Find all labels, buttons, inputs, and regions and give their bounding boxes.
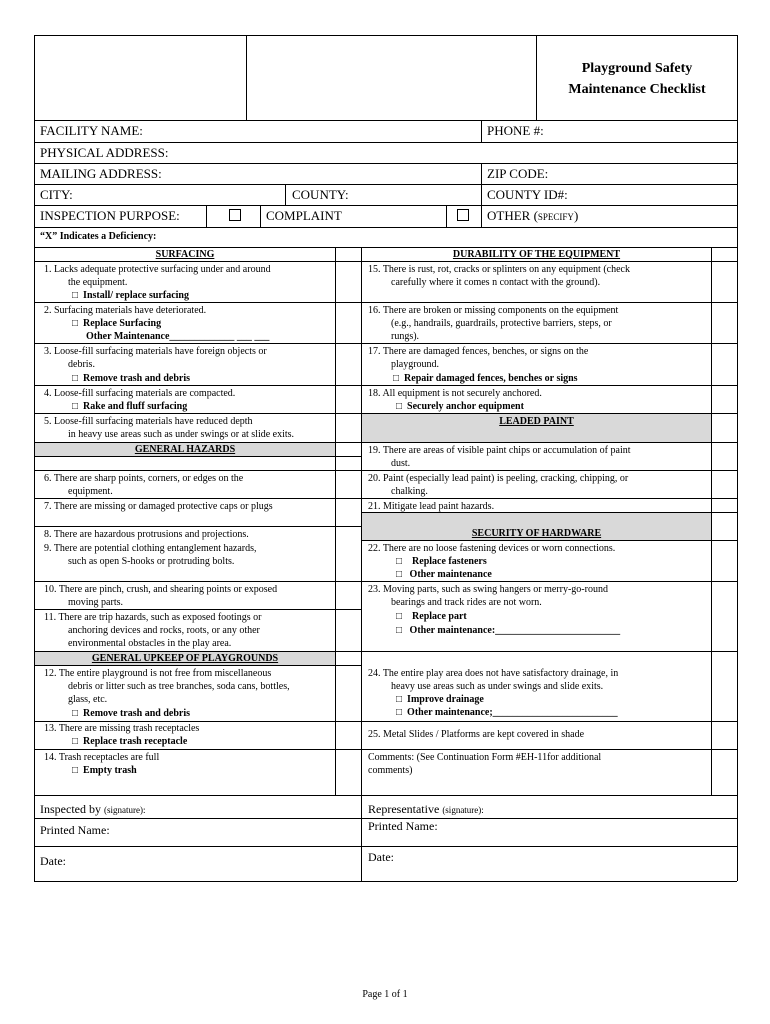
comments-line-2: comments) <box>368 765 413 776</box>
item-5-line-2: in heavy use areas such as under swings or at slide exits. <box>68 429 295 440</box>
general-hazards-header: GENERAL HAZARDS <box>134 444 236 455</box>
zip-code-label: ZIP CODE: <box>487 166 549 181</box>
complaint-label: COMPLAINT <box>266 208 342 223</box>
date-label: Date: <box>40 854 66 868</box>
specify-text: SPECIFY <box>537 212 574 222</box>
checkbox-glyph[interactable]: □ <box>396 401 403 412</box>
complaint-checkbox[interactable] <box>457 209 469 221</box>
item-6-line-2: equipment. <box>68 486 113 497</box>
checkbox-glyph[interactable]: □ <box>396 694 403 705</box>
action-text: Replace fasteners <box>412 556 487 567</box>
item-18-line-1: 18. All equipment is not securely anchored. <box>368 388 542 399</box>
checkbox-glyph[interactable]: □ <box>393 373 400 384</box>
rep-date-label: Date: <box>368 850 394 864</box>
action-other-maintenance-24 <box>396 706 618 719</box>
item-16-line-3: rungs). <box>391 331 420 342</box>
item-5-line-1: 5. Loose-fill surfacing materials have reduced depth <box>44 416 253 427</box>
item-3-line-2: debris. <box>68 359 95 370</box>
checkbox-glyph[interactable]: □ <box>72 765 79 776</box>
item-4-line-1: 4. Loose-fill surfacing materials are compacted. <box>44 388 236 399</box>
item-17-line-1: 17. There are damaged fences, benches, or signs on the <box>368 346 589 357</box>
action-text: Remove trash and debris <box>83 708 190 719</box>
phone-label: PHONE #: <box>487 123 544 138</box>
action-text: Replace Surfacing <box>83 318 162 329</box>
item-11-line-1: 11. There are trip hazards, such as exposed footings or <box>44 612 262 623</box>
item-16-line-2: (e.g., handrails, guardrails, protective barriers, steps, or <box>391 318 612 329</box>
action-repair-fences <box>393 372 578 385</box>
checkbox-glyph[interactable]: □ <box>396 569 403 580</box>
action-install-surfacing <box>72 289 189 302</box>
other-label <box>487 208 578 225</box>
other-close: ) <box>573 208 579 223</box>
item-1-line-1: 1. Lacks adequate protective surfacing under and around <box>44 264 271 275</box>
item-15-line-2: carefully where it comes n contact with the ground). <box>391 277 601 288</box>
action-text: Other maintenance;_________________________ <box>407 707 618 718</box>
action-text: Other maintenance:_________________________ <box>409 625 621 636</box>
physical-address-label: PHYSICAL ADDRESS: <box>40 145 169 160</box>
item-21-line-1: 21. Mitigate lead paint hazards. <box>368 501 495 512</box>
item-25-line-1: 25. Metal Slides / Platforms are kept covered in shade <box>368 729 585 740</box>
action-improve-drainage <box>396 693 484 706</box>
action-text: Empty trash <box>83 765 137 776</box>
item-9-line-2: such as open S-hooks or protruding bolts. <box>68 556 235 567</box>
title-line-1: Playground Safety <box>581 61 693 76</box>
item-10-line-1: 10. There are pinch, crush, and shearing points or exposed <box>44 584 278 595</box>
rep-signature-text: (signature): <box>442 805 484 815</box>
leaded-paint-header: LEADED PAINT <box>499 416 574 427</box>
city-label: CITY: <box>40 187 73 202</box>
page-number: Page 1 of 1 <box>362 989 408 1000</box>
item-20-line-1: 20. Paint (especially lead paint) is peeling, cracking, chipping, or <box>368 473 629 484</box>
action-text: Remove trash and debris <box>83 373 190 384</box>
item-10-line-2: moving parts. <box>68 597 123 608</box>
checkbox-glyph[interactable]: □ <box>72 401 79 412</box>
action-anchor-equipment <box>396 400 524 413</box>
checkbox-glyph[interactable]: □ <box>72 290 79 301</box>
item-12-line-2: debris or litter such as tree branches, soda cans, bottles, <box>68 681 290 692</box>
inspection-purpose-label: INSPECTION PURPOSE: <box>40 208 180 223</box>
checkbox-glyph[interactable]: □ <box>72 736 79 747</box>
action-text: Repair damaged fences, benches or signs <box>404 373 578 384</box>
mailing-address-label: MAILING ADDRESS: <box>40 166 162 181</box>
action-text: Other maintenance <box>409 569 492 580</box>
item-3-line-1: 3. Loose-fill surfacing materials have foreign objects or <box>44 346 267 357</box>
item-13-line-1: 13. There are missing trash receptacles <box>44 723 200 734</box>
item-8-line-1: 8. There are hazardous protrusions and projections. <box>44 529 249 540</box>
item-19-line-2: dust. <box>391 458 411 469</box>
action-rake-surfacing <box>72 400 187 413</box>
facility-name-label: FACILITY NAME: <box>40 123 143 138</box>
item-7-line-1: 7. There are missing or damaged protective caps or plugs <box>44 501 273 512</box>
durability-header: DURABILITY OF THE EQUIPMENT <box>452 249 621 260</box>
county-label: COUNTY: <box>292 187 349 202</box>
printed-name-label: Printed Name: <box>40 823 110 837</box>
item-24-line-1: 24. The entire play area does not have satisfactory drainage, in <box>368 668 619 679</box>
representative-label <box>368 802 484 818</box>
action-other-maintenance-22 <box>396 568 492 581</box>
item-11-line-2: anchoring devices and rocks, roots, or any other <box>68 625 260 636</box>
item-20-line-2: chalking. <box>391 486 428 497</box>
item-12-line-1: 12. The entire playground is not free from miscellaneous <box>44 668 272 679</box>
representative-text: Representative <box>368 802 443 816</box>
inspected-by-text: Inspected by <box>40 802 104 816</box>
item-14-line-1: 14. Trash receptacles are full <box>44 752 160 763</box>
item-19-line-1: 19. There are areas of visible paint chips or accumulation of paint <box>368 445 631 456</box>
checkbox-glyph[interactable]: □ <box>396 707 403 718</box>
title-line-2: Maintenance Checklist <box>568 82 706 97</box>
checkbox-glyph[interactable]: □ <box>396 611 403 622</box>
action-replace-fasteners <box>396 555 487 568</box>
logo-box <box>35 36 245 120</box>
action-text: Install/ replace surfacing <box>83 290 189 301</box>
item-16-line-1: 16. There are broken or missing components on the equipment <box>368 305 619 316</box>
action-text: Improve drainage <box>407 694 484 705</box>
action-other-maintenance-23 <box>396 624 620 637</box>
signature-text: (signature): <box>103 805 146 815</box>
inspected-by-label <box>40 802 145 818</box>
checkbox-glyph[interactable]: □ <box>72 708 79 719</box>
other-text: OTHER ( <box>487 208 538 223</box>
security-hardware-header: SECURITY OF HARDWARE <box>471 528 602 539</box>
action-empty-trash <box>72 764 137 777</box>
comments-line-1: Comments: (See Continuation Form #EH-11for additional <box>368 752 602 763</box>
rep-printed-name-label: Printed Name: <box>368 819 438 833</box>
routine-checkbox[interactable] <box>229 209 241 221</box>
action-replace-surfacing <box>72 317 161 330</box>
action-text: Securely anchor equipment <box>407 401 524 412</box>
deficiency-note: “X” Indicates a Deficiency: <box>40 231 157 242</box>
item-6-line-1: 6. There are sharp points, corners, or edges on the <box>44 473 244 484</box>
item-11-line-3: environmental obstacles in the play area. <box>68 638 232 649</box>
checkbox-glyph[interactable]: □ <box>72 318 79 329</box>
action-replace-receptacle <box>72 735 187 748</box>
checkbox-glyph[interactable]: □ <box>72 373 79 384</box>
checkbox-glyph[interactable]: □ <box>396 556 403 567</box>
item-15-line-1: 15. There is rust, rot, cracks or splinters on any equipment (check <box>368 264 630 275</box>
item-12-line-3: glass, etc. <box>68 694 108 705</box>
action-text: Rake and fluff surfacing <box>83 401 188 412</box>
action-remove-trash-1 <box>72 372 190 385</box>
item-23-line-1: 23. Moving parts, such as swing hangers or merry-go-round <box>368 584 608 595</box>
agency-box <box>247 36 535 120</box>
other-maintenance-surfacing: Other Maintenance_____________ ___ ___ <box>86 331 270 342</box>
action-replace-part <box>396 610 467 623</box>
item-1-line-2: the equipment. <box>68 277 128 288</box>
action-text: Replace part <box>412 611 467 622</box>
surfacing-header: SURFACING <box>155 249 215 260</box>
item-22-line-1: 22. There are no loose fastening devices or worn connections. <box>368 543 616 554</box>
action-remove-trash-2 <box>72 707 190 720</box>
item-23-line-2: bearings and track rides are not worn. <box>391 597 542 608</box>
checkbox-glyph[interactable]: □ <box>396 625 403 636</box>
item-2-line-1: 2. Surfacing materials have deteriorated. <box>44 305 207 316</box>
county-id-label: COUNTY ID#: <box>487 187 568 202</box>
page-title <box>537 58 737 100</box>
general-upkeep-header: GENERAL UPKEEP OF PLAYGROUNDS <box>91 653 279 664</box>
action-text: Replace trash receptacle <box>83 736 188 747</box>
item-9-line-1: 9. There are potential clothing entanglement hazards, <box>44 543 257 554</box>
item-17-line-2: playground. <box>391 359 440 370</box>
item-24-line-2: heavy use areas such as under swings and slide exits. <box>391 681 604 692</box>
